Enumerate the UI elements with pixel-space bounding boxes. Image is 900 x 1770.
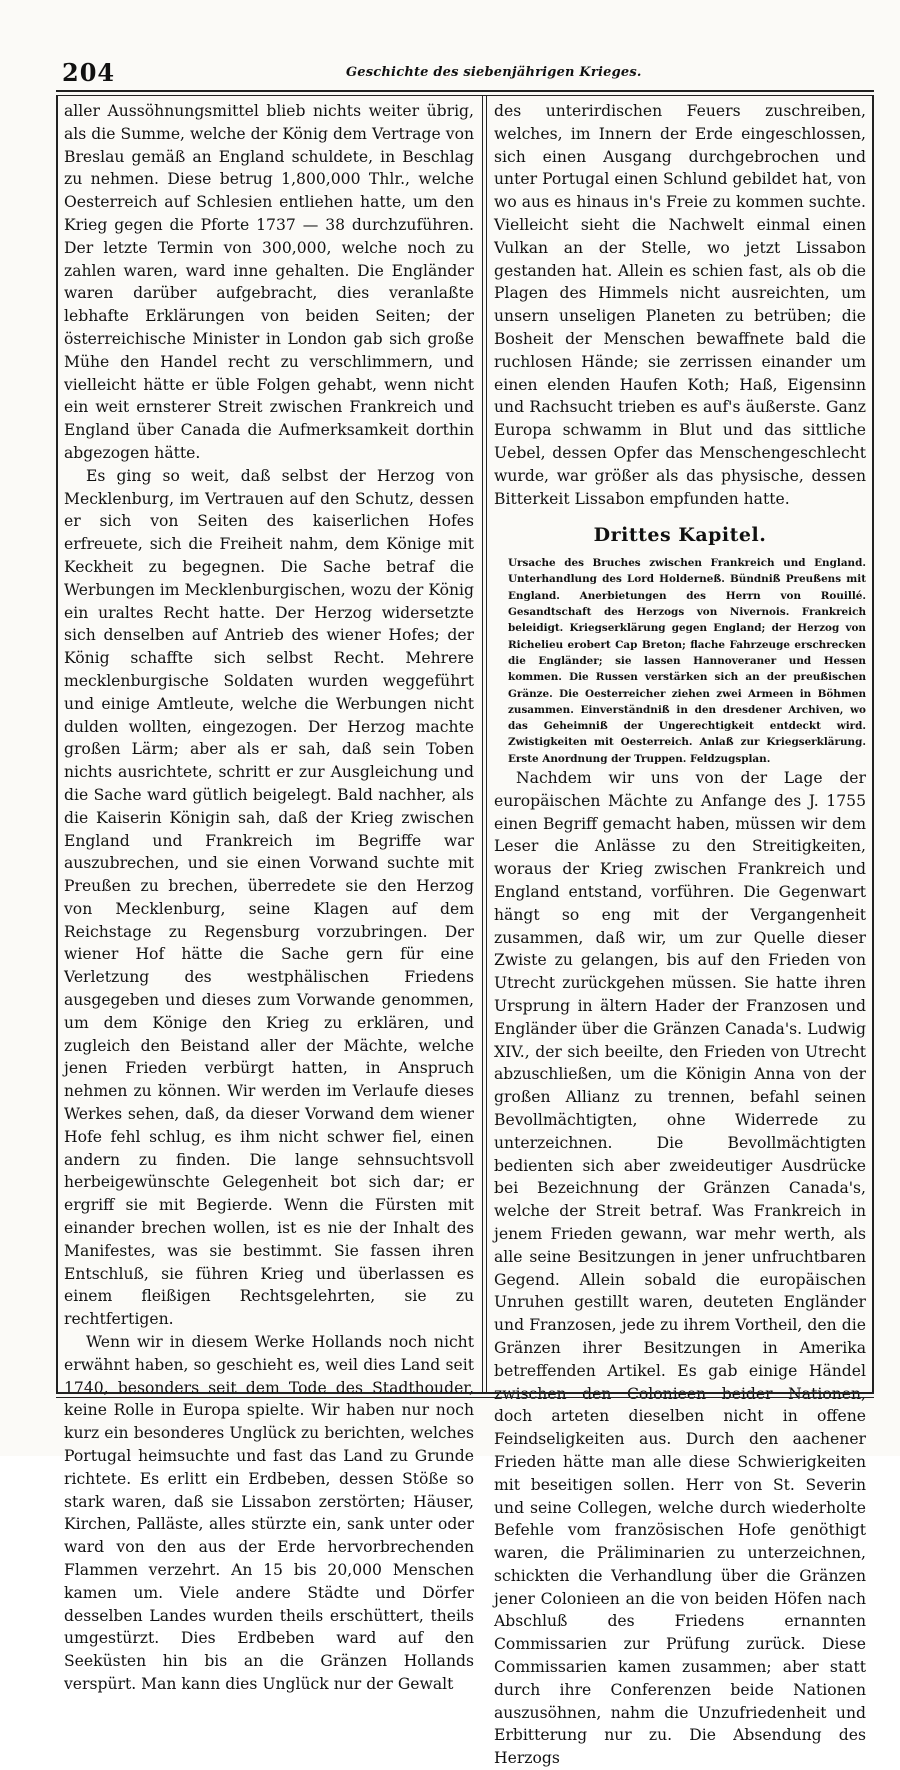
- left-text-column: [64, 100, 474, 1693]
- paragraph: des unterirdischen Feuers zuschreiben, welches, im Innern der Erde eingeschlossen, sich einen Ausgang durchgebrochen und unter Portugal einen Schlund gebildet hat, von wo aus es hinaus in's Freie zu kommen suchte. Vielleicht sieht die Nachwelt einmal einen Vulkan an der Stelle, wo jetzt Lissabon gestanden hat. Allein es schien fast, als ob die Plagen des Himmels nicht ausreichten, um unsern unseligen Planeten zu betrüben; die Bosheit der Menschen bewaffnete bald die ruchlosen Hände; sie zerrissen einander um einen elenden Haufen Koth; Haß, Eigensinn und Rachsucht trieben es auf's äußerste. Ganz Europa schwamm in Blut und das sittliche Uebel, dessen Opfer das Menschengeschlecht wurde, war größer als das physische, dessen Bitterkeit Lissabon empfunden hatte.: [494, 102, 866, 508]
- running-head: Geschichte des siebenjährigen Krieges.: [346, 65, 642, 80]
- paragraph: Es ging so weit, daß selbst der Herzog von Mecklenburg, im Vertrauen auf den Schutz, dessen er sich von Seiten des kaiserlichen Hofes erfreuete, sich die Freiheit nahm, dem Könige mit Keckheit zu begegnen. Die Sache betraf die Werbungen im Mecklenburgischen, wozu der König ein uraltes Recht hatte. Der Herzog widersetzte sich denselben auf Antrieb des wiener Hofes; der König schaffte sich selbst Recht. Mehrere mecklenburgische Soldaten wurden weggeführt und einige Amtleute, welche die Werbungen nicht dulden wollten, eingezogen. Der Herzog machte großen Lärm; aber als er sah, daß sein Toben nichts ausrichtete, schritt er zur Ausgleichung und die Sache ward gütlich beigelegt. Bald nachher, als die Kaiserin Königin sah, daß der Krieg zwischen England und Frankreich im Begriffe war auszubrechen, und sie einen Vorwand suchte mit Preußen zu brechen, überredete sie den Herzog von Mecklenburg, seine Klagen auf dem Reichstage zu Regensburg vorzubringen. Der wiener Hof hätte die Sache gern für eine Verletzung des westphälischen Friedens ausgegeben und dieses zum Vorwande genommen, um dem Könige den Krieg zu erklären, und zugleich den Beistand aller der Mächte, welche jenen Frieden verbürgt hatten, in Anspruch nehmen zu können. Wir werden im Verlaufe dieses Werkes sehen, daß, da dieser Vorwand dem wiener Hofe fehl schlug, es ihm nicht schwer fiel, einen andern zu finden. Die lange sehnsuchtsvoll herbeigewünschte Gelegenheit bot sich dar; er ergriff sie mit Begierde. Wenn die Fürsten mit einander brechen wollen, ist es nie der Inhalt des Manifestes, was sie bestimmt. Sie fassen ihren Entschluß, sie führen Krieg und überlassen es einem fleißigen Rechtsgelehrten, sie zu rechtfertigen.: [64, 466, 474, 1329]
- header-rule-thin: [56, 95, 874, 96]
- right-border-rule: [872, 96, 874, 1394]
- paragraph: Wenn wir in diesem Werke Hollands noch nicht erwähnt haben, so geschieht es, weil dies Land seit 1740, besonders seit dem Tode des Stadthouder, keine Rolle in Europa spielte. Wir haben nur noch kurz ein besonderes Unglück zu berichten, welches Portugal heimsuchte und fast das Land zu Grunde richtete. Es erlitt ein Erdbeben, dessen Stöße so stark waren, daß sie Lissabon zerstörten; Häuser, Kirchen, Palläste, alles stürzte ein, sank unter oder ward von den aus der Erde hervorbrechenden Flammen verzehrt. An 15 bis 20,000 Menschen kamen um. Viele andere Städte und Dörfer desselben Landes wurden theils erschüttert, theils umgestürzt. Dies Erdbeben ward auf den Seeküsten hin bis an die Gränzen Hollands verspürt. Man kann dies Unglück nur der Gewalt: [64, 1333, 474, 1693]
- column-divider-rule-2: [486, 96, 487, 1394]
- footer-rule: [56, 1392, 874, 1394]
- column-divider-rule: [482, 96, 483, 1394]
- chapter-summary: Ursache des Bruches zwischen Frankreich und England. Unterhandlung des Lord Holderneß. Bündniß Preußens mit England. Anerbietungen des Herrn von Rouillé. Gesandtschaft des Herzogs von Nivernois. Frankreich beleidigt. Kriegserklärung gegen England; der Herzog von Richelieu erobert Cap Breton; flache Fahrzeuge erschrecken die Engländer; sie lassen Hannoveraner und Hessen kommen. Die Russen verstärken sich an der preußischen Gränze. Die Oesterreicher ziehen zwei Armeen in Böhmen zusammen. Einverständniß in den dresdener Archiven, wo das Geheimniß der Ungerechtigkeit entdeckt wird. Zwistigkeiten mit Oesterreich. Anlaß zur Kriegserklärung. Erste Anordnung der Truppen. Feldzugsplan.: [508, 557, 866, 765]
- footer-rule-thin: [56, 1397, 874, 1398]
- paragraph: aller Aussöhnungsmittel blieb nichts weiter übrig, als die Summe, welche der König dem Vertrage von Breslau gemäß an England schuldete, in Beschlag zu nehmen. Diese betrug 1,800,000 Thlr., welche Oesterreich auf Schlesien entliehen hatte, um den Krieg gegen die Pforte 1737 — 38 durchzuführen. Der letzte Termin von 300,000, welche noch zu zahlen waren, ward inne gehalten. Die Engländer waren darüber aufgebracht, dies veranlaßte lebhafte Erklärungen von beiden Seiten; der österreichische Minister in London gab sich große Mühe den Handel recht zu verschlimmern, und vielleicht hätte er üble Folgen gehabt, wenn nicht ein weit ernsterer Streit zwischen Frankreich und England über Canada die Aufmerksamkeit dorthin abgezogen hätte.: [64, 102, 474, 462]
- right-text-column: [494, 100, 866, 1768]
- header-rule: [56, 90, 874, 92]
- left-border-rule: [56, 96, 58, 1394]
- paragraph: Nachdem wir uns von der Lage der europäischen Mächte zu Anfange des J. 1755 einen Begriff gemacht haben, müssen wir dem Leser die Anlässe zu den Streitigkeiten, woraus der Krieg zwischen Frankreich und England entstand, vorführen. Die Gegenwart hängt so eng mit der Vergangenheit zusammen, daß wir, um zur Quelle dieser Zwiste zu gelangen, bis auf den Frieden von Utrecht zurückgehen müssen. Sie hatte ihren Ursprung in ältern Hader der Franzosen und Engländer über die Gränzen Canada's. Ludwig XIV., der sich beeilte, den Frieden von Utrecht abzuschließen, um die Königin Anna von der großen Allianz zu trennen, befahl seinen Bevollmächtigten, ohne Widerrede zu unterzeichnen. Die Bevollmächtigten bedienten sich aber zweideutiger Ausdrücke bei Bezeichnung der Gränzen Canada's, welche der Streit betraf. Was Frankreich in jenem Frieden gewann, war mehr werth, als alle seine Besitzungen in jener unfruchtbaren Gegend. Allein sobald die europäischen Unruhen gestillt waren, deuteten Engländer und Franzosen, jede zu ihrem Vortheil, den die Gränzen ihrer Besitzungen in Amerika betreffenden Artikel. Es gab einige Händel zwischen den Colonieen beider Nationen, doch arteten dieselben nicht in offene Feindseligkeiten aus. Durch den aachener Frieden hätte man alle diese Schwierigkeiten mit beseitigen sollen. Herr von St. Severin und seine Collegen, welche durch wiederholte Befehle vom französischen Hofe genöthigt waren, die Präliminarien zu unterzeichnen, schickten die Verhandlung über die Gränzen jener Colonieen an die von beiden Höfen nach Abschluß des Friedens ernannten Commissarien zur Prüfung zurück. Diese Commissarien kamen zusammen; aber statt durch ihre Conferenzen beide Nationen auszusöhnen, nahm die Unzufriedenheit und Erbitterung nur zu. Die Absendung des Herzogs: [494, 769, 866, 1768]
- page-number: 204: [62, 58, 116, 87]
- chapter-title: Drittes Kapitel.: [593, 524, 767, 547]
